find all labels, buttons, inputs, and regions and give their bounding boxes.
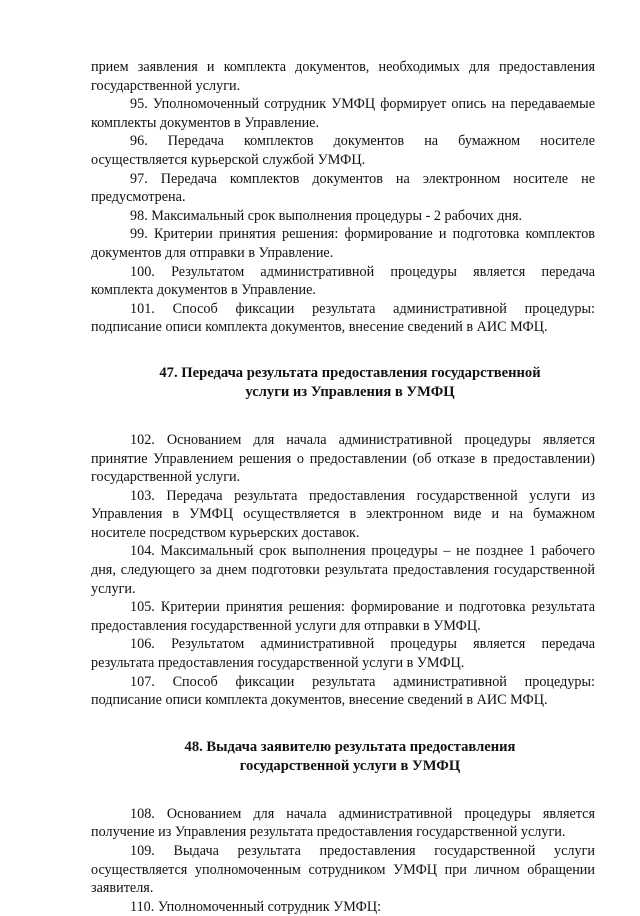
section-48-heading-line2: государственной услуги в УМФЦ	[239, 757, 461, 774]
section-48-heading	[91, 738, 595, 776]
paragraph-110: 110. Уполномоченный сотрудник УМФЦ:	[130, 898, 382, 915]
paragraph-105: 105. Критерии принятия решения: формирование и подготовка результата предоставления государственной услуги для отправки в УМФЦ.	[91, 599, 595, 634]
paragraph-107: 107. Способ фиксации результата административной процедуры: подписание описи комплекта документов, внесение сведений в АИС МФЦ.	[91, 673, 595, 709]
section-47-heading-line1: 47. Передача результата предоставления государственной	[159, 364, 541, 381]
paragraph-95: 95. Уполномоченный сотрудник УМФЦ формирует опись на передаваемые комплекты документов в Управление.	[91, 96, 595, 131]
paragraph-101: 101. Способ фиксации результата административной процедуры: подписание описи комплекта документов, внесение сведений в АИС МФЦ.	[91, 300, 595, 336]
section-48-heading-line1: 48. Выдача заявителю результата предоставления	[184, 738, 516, 755]
paragraph-96: 96. Передача комплектов документов на бумажном носителе осуществляется курьерской службой УМФЦ.	[91, 133, 595, 168]
paragraph-98: 98. Максимальный срок выполнения процедуры - 2 рабочих дня.	[130, 207, 523, 224]
paragraph-continuation: прием заявления и комплекта документов, необходимых для предоставления государственной услуги.	[91, 59, 595, 94]
paragraph-102: 102. Основанием для начала административной процедуры является принятие Управлением решения о предоставлении (об отказе в предоставлении) государственной услуги.	[91, 431, 595, 486]
section-47-heading-line2: услуги из Управления в УМФЦ	[245, 383, 455, 400]
paragraph-97: 97. Передача комплектов документов на электронном носителе не предусмотрена.	[91, 170, 595, 206]
paragraph-103: 103. Передача результата предоставления государственной услуги из Управления в УМФЦ осуществляется в электронном виде и на бумажном носителе посредством курьерских доставок.	[91, 487, 595, 541]
section-47-heading	[91, 364, 595, 402]
paragraph-106: 106. Результатом административной процедуры является передача результата предоставления государственной услуги в УМФЦ.	[91, 636, 595, 672]
paragraph-108: 108. Основанием для начала административной процедуры является получение из Управления результата предоставления государственной услуги.	[91, 805, 595, 841]
paragraph-109: 109. Выдача результата предоставления государственной услуги осуществляется уполномоченным сотрудником УМФЦ при личном обращении заявителя.	[91, 843, 595, 897]
paragraph-104: 104. Максимальный срок выполнения процедуры – не позднее 1 рабочего дня, следующего за днем подготовки результата предоставления государственной услуги.	[91, 543, 595, 597]
paragraph-99: 99. Критерии принятия решения: формирование и подготовка комплектов документов для отправки в Управление.	[91, 226, 595, 261]
paragraph-100: 100. Результатом административной процедуры является передача комплекта документов в Управление.	[91, 263, 595, 299]
